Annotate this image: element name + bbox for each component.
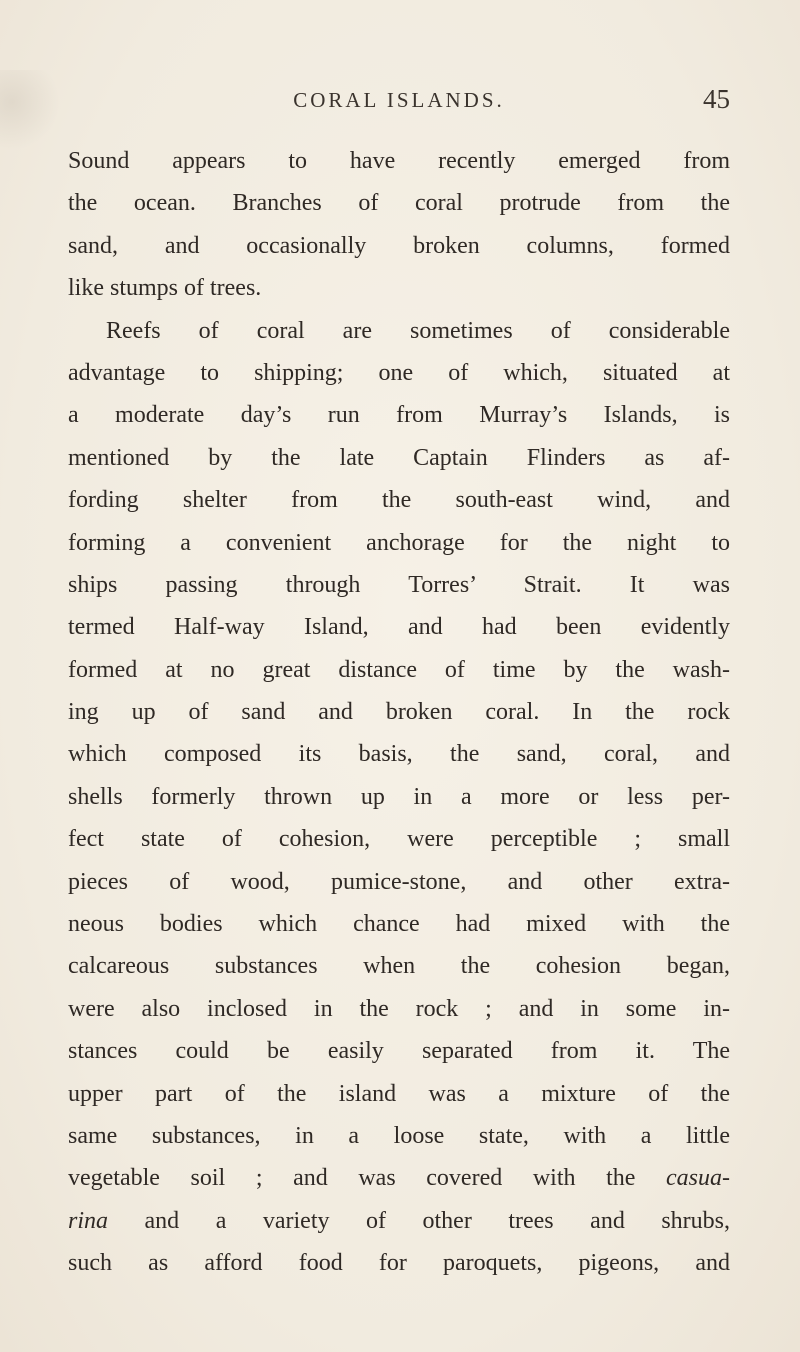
text-line: fording shelter from the south-east wind, and: [68, 487, 730, 514]
italic-term: rina: [68, 1207, 109, 1234]
text-line: mentioned by the late Captain Flinders as af-: [68, 444, 730, 471]
page-number: 45: [703, 84, 730, 114]
italic-term: casua-: [666, 1165, 731, 1192]
text-line: calcareous substances when the cohesion began,: [68, 953, 730, 980]
text-line: Sound appears to have recently emerged from: [68, 148, 730, 174]
text-line: sand, and occasionally broken columns, formed: [68, 232, 730, 259]
text-line: termed Half-way Island, and had been evidently: [68, 614, 730, 641]
text-line: forming a convenient anchorage for the night to: [68, 529, 730, 556]
page-stain: [0, 70, 60, 150]
text-line: which composed its basis, the sand, coral, and: [68, 741, 730, 768]
running-title: CORAL ISLANDS.: [293, 88, 505, 112]
text-line: like stumps of trees.: [68, 275, 262, 302]
running-head: [68, 84, 730, 120]
text-line: neous bodies which chance had mixed with the: [68, 911, 730, 938]
text-line: advantage to shipping; one of which, situated at: [68, 359, 730, 386]
text-segment: and a variety of other trees and shrubs,: [144, 1207, 730, 1234]
text-line: were also inclosed in the rock ; and in some in-: [68, 995, 730, 1022]
text-line: same substances, in a loose state, with a little: [68, 1122, 730, 1149]
text-line-with-italic: [68, 1200, 730, 1242]
text-line: such as afford food for paroquets, pigeons, and: [68, 1250, 730, 1277]
text-line: ing up of sand and broken coral. In the rock: [68, 699, 730, 726]
text-line: upper part of the island was a mixture of the: [68, 1080, 730, 1107]
text-line: ships passing through Torres’ Strait. It was: [68, 571, 730, 598]
text-line: formed at no great distance of time by the wash-: [68, 656, 730, 683]
text-line: the ocean. Branches of coral protrude from the: [68, 190, 730, 217]
text-line-with-italic: [68, 1157, 730, 1199]
text-line: Reefs of coral are sometimes of considerable: [106, 317, 730, 344]
text-line: a moderate day’s run from Murray’s Islands, is: [68, 402, 730, 429]
text-line: shells formerly thrown up in a more or less per-: [68, 783, 730, 810]
text-line: fect state of cohesion, were perceptible ; small: [68, 826, 730, 853]
text-line: stances could be easily separated from it. The: [68, 1038, 730, 1065]
text-line: pieces of wood, pumice-stone, and other extra-: [68, 868, 730, 895]
text-segment: vegetable soil ; and was covered with the: [68, 1165, 636, 1192]
body-text: [68, 140, 730, 1285]
